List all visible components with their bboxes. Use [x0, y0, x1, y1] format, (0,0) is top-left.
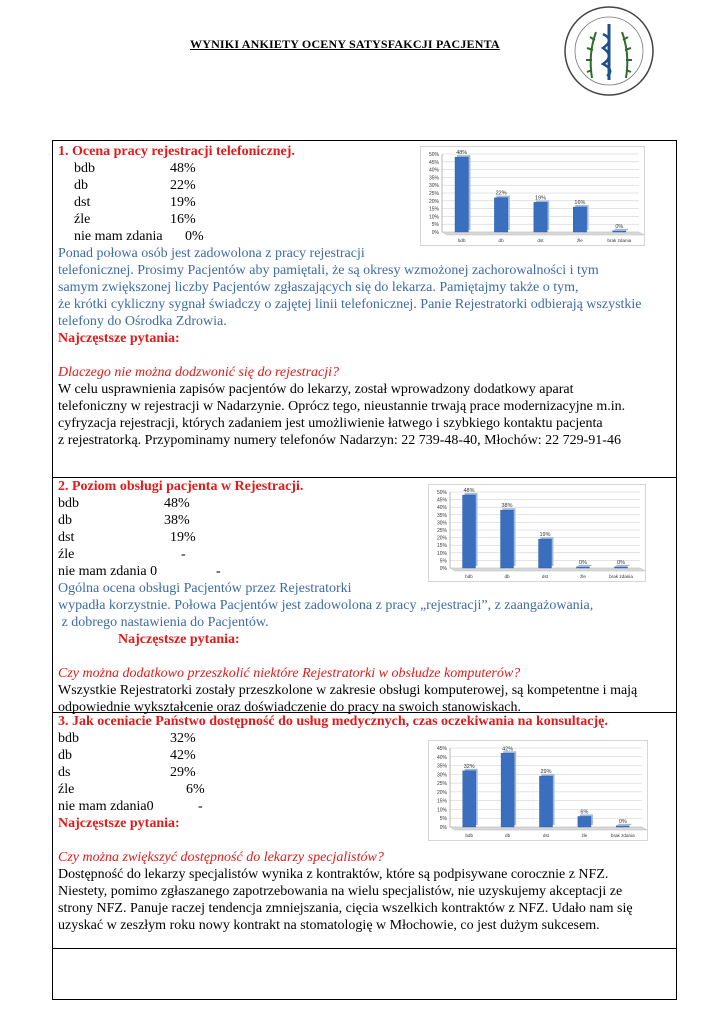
data-label: 0% [617, 559, 625, 566]
data-label: 16% [574, 200, 586, 207]
x-tick-label: db [505, 833, 511, 838]
y-tick-label: 25% [428, 191, 439, 197]
result-row: bdb 32% [58, 731, 196, 746]
y-tick-label: 5% [439, 816, 447, 823]
x-tick-label: dst [537, 238, 544, 243]
x-tick-label: dst [541, 574, 549, 579]
y-tick-label: 20% [428, 198, 439, 205]
section-heading: 1. Ocena pracy rejestracji telefonicznej. [58, 144, 295, 159]
result-row: źle 6% [58, 782, 205, 797]
page-title: WYNIKI ANKIETY OCENY SATYSFAKCJI PACJENTA [190, 37, 500, 51]
data-label: 6% [580, 809, 589, 816]
answer-line: W celu usprawnienia zapisów pacjentów do lekarzy, został wprowadzony dodatkowy aparat [58, 382, 574, 397]
bar [539, 776, 552, 827]
chart-floor [442, 232, 644, 235]
result-row: dst 19% [58, 530, 196, 545]
y-tick-label: 45% [428, 159, 439, 166]
chart-floor [450, 568, 645, 571]
section-heading: 3. Jak oceniacie Państwo dostępność do usług medycznych, czas oczekiwania na konsultację. [58, 714, 608, 729]
chart-border [429, 741, 648, 841]
data-label: 19% [534, 195, 547, 202]
bar [455, 157, 468, 232]
y-tick-label: 40% [428, 167, 439, 174]
faq-label: Najczęstsze pytania: [58, 331, 180, 346]
y-tick-label: 20% [436, 535, 447, 542]
bar [501, 510, 514, 568]
y-tick-label: 40% [436, 754, 447, 761]
y-tick-label: 30% [428, 183, 439, 190]
x-tick-label: źle [576, 238, 583, 243]
chart-phone-registration [420, 146, 645, 246]
y-tick-label: 50% [428, 152, 439, 158]
y-tick-label: 10% [436, 807, 447, 814]
answer-line: Niestety, pomimo zgłaszanego zapotrzebowania na wielu specjalistów, nie uzyskujemy akceptacji ze [58, 884, 623, 899]
result-row: db 38% [58, 513, 190, 528]
bar [534, 202, 547, 232]
chart-border [429, 485, 646, 582]
faq-question: Czy można dodatkowo przeszkolić niektóre Rejestratorki w obsłudze komputerów? [58, 666, 521, 681]
chart-registration-service [428, 484, 646, 582]
bar [501, 753, 514, 827]
result-row: bdb 48% [74, 161, 196, 176]
y-tick-label: 15% [436, 798, 447, 805]
data-label: 0% [615, 223, 624, 230]
bar [613, 231, 626, 232]
bar [578, 816, 591, 827]
chart-medical-access [428, 740, 648, 841]
x-tick-label: bdb [465, 574, 473, 579]
data-label: 42% [502, 746, 514, 753]
faq-question: Czy można zwiększyć dostępność do lekarzy specjalistów? [58, 850, 384, 865]
comment-line: Ogólna ocena obsługi Pacjentów przez Rejestratorki [58, 581, 352, 596]
y-tick-label: 45% [436, 746, 447, 752]
comment-line: że krótki cykliczny sygnał świadczy o zajętej linii telefonicznej. Panie Rejestratorki odbierają wszystkie [58, 297, 642, 312]
y-tick-label: 35% [428, 175, 439, 182]
y-tick-label: 10% [428, 214, 439, 221]
result-row: źle - [58, 547, 186, 562]
y-tick-label: 35% [436, 763, 447, 770]
y-tick-label: 5% [439, 558, 447, 565]
y-tick-label: 35% [436, 512, 447, 519]
x-tick-label: db [504, 574, 510, 579]
result-row: nie mam zdania 0% [74, 229, 204, 244]
y-tick-label: 40% [436, 505, 447, 512]
result-row: dst 19% [74, 195, 196, 210]
data-label: 38% [501, 503, 513, 510]
result-row: bdb 48% [58, 496, 190, 511]
chart-floor [450, 827, 647, 830]
x-tick-label: brak zdania [609, 574, 633, 579]
y-tick-label: 45% [436, 497, 447, 504]
result-row: źle 16% [74, 212, 196, 227]
x-tick-label: brak zdania [607, 238, 632, 243]
y-tick-label: 0% [439, 566, 447, 572]
answer-line: uzyskać w zeszłym roku nowy kontrakt na stomatologię w Młochowie, co jest dużym sukcesem. [58, 918, 600, 933]
data-label: 0% [579, 559, 587, 566]
answer-line: cyfryzacja rejestracji, których zadaniem jest umożliwienie łatwego i szybkiego kontaktu pacjenta [58, 416, 603, 431]
x-tick-label: brak zdania [610, 833, 635, 838]
y-tick-label: 0% [439, 825, 447, 831]
clinic-seal-logo [562, 4, 656, 98]
bar [577, 567, 590, 568]
comment-line: z dobrego nastawienia do Pacjentów. [58, 615, 269, 630]
bar [539, 539, 552, 568]
comment-line: Ponad połowa osób jest zadowolona z pracy rejestracji [58, 246, 365, 261]
section-divider [52, 948, 677, 949]
chart-border [421, 147, 645, 246]
section-heading: 2. Poziom obsługi pacjenta w Rejestracji. [58, 479, 304, 494]
faq-question: Dlaczego nie można dodzwonić się do rejestracji? [58, 365, 340, 380]
result-row: db 42% [58, 748, 196, 763]
answer-line: telefoniczny w rejestracji w Nadarzynie. Oprócz tego, nieustannie trwają prace modernizacyjne m.in. [58, 399, 626, 414]
answer-line: Wszystkie Rejestratorki zostały przeszkolone w zakresie obsługi komputerowej, są kompetentne i mają [58, 683, 638, 698]
answer-line: z rejestratorką. Przypominamy numery telefonów Nadarzyn: 22 739-48-40, Młochów: 22 729-91-46 [58, 433, 621, 448]
data-label: 19% [539, 532, 551, 539]
result-row: ds 29% [58, 765, 196, 780]
y-tick-label: 50% [436, 490, 447, 496]
bar [615, 567, 628, 568]
data-label: 32% [463, 763, 475, 770]
data-label: 0% [618, 818, 627, 825]
comment-line: samym zwiększonej liczby Pacjentów zgłaszających się do lekarza. Pamiętajmy także o tym, [58, 280, 579, 295]
bar [463, 495, 476, 568]
result-row: nie mam zdania0 - [58, 799, 203, 814]
faq-label: Najczęstsze pytania: [58, 816, 180, 831]
x-tick-label: bdb [457, 238, 466, 243]
y-tick-label: 0% [431, 230, 439, 236]
comment-line: wypadła korzystnie. Połowa Pacjentów jest zadowolona z pracy „rejestracji”, z zaangażowania, [58, 598, 594, 613]
result-row: nie mam zdania 0 - [58, 564, 221, 579]
x-tick-label: dst [542, 833, 550, 838]
x-tick-label: źle [581, 833, 588, 838]
x-tick-label: db [498, 238, 504, 243]
bar [573, 207, 586, 232]
data-label: 48% [463, 488, 475, 495]
faq-label: Najczęstsze pytania: [118, 632, 240, 647]
answer-line: Dostępność do lekarzy specjalistów wynika z kontraktów, które są podpisywane corocznie z NFZ. [58, 867, 609, 882]
y-tick-label: 20% [436, 789, 447, 796]
y-tick-label: 10% [436, 550, 447, 557]
bar [616, 826, 629, 827]
y-tick-label: 15% [428, 206, 439, 213]
answer-line: strony NFZ. Panuje raczej tendencja zmniejszania, cięcia wszelkich kontraktów z NFZ. Udało nam się [58, 901, 633, 916]
y-tick-label: 25% [436, 528, 447, 534]
comment-line: telefonicznej. Prosimy Pacjentów aby pamiętali, że są okresy wzmożonej zachorowalności i tym [58, 263, 599, 278]
y-tick-label: 30% [436, 520, 447, 527]
data-label: 48% [456, 150, 468, 157]
data-label: 29% [540, 769, 552, 776]
bar [494, 198, 507, 232]
y-tick-label: 25% [436, 781, 447, 788]
comment-line: telefony do Ośrodka Zdrowia. [58, 314, 227, 329]
x-tick-label: źle [580, 574, 586, 579]
answer-line: odpowiednie wykształcenie oraz doświadczenie do pracy na swoich stanowiskach. [58, 700, 522, 715]
y-tick-label: 5% [431, 222, 439, 229]
y-tick-label: 30% [436, 772, 447, 779]
x-tick-label: bdb [465, 833, 474, 838]
result-row: db 22% [74, 178, 196, 193]
y-tick-label: 15% [436, 543, 447, 550]
data-label: 22% [495, 190, 507, 197]
bar [463, 771, 476, 827]
